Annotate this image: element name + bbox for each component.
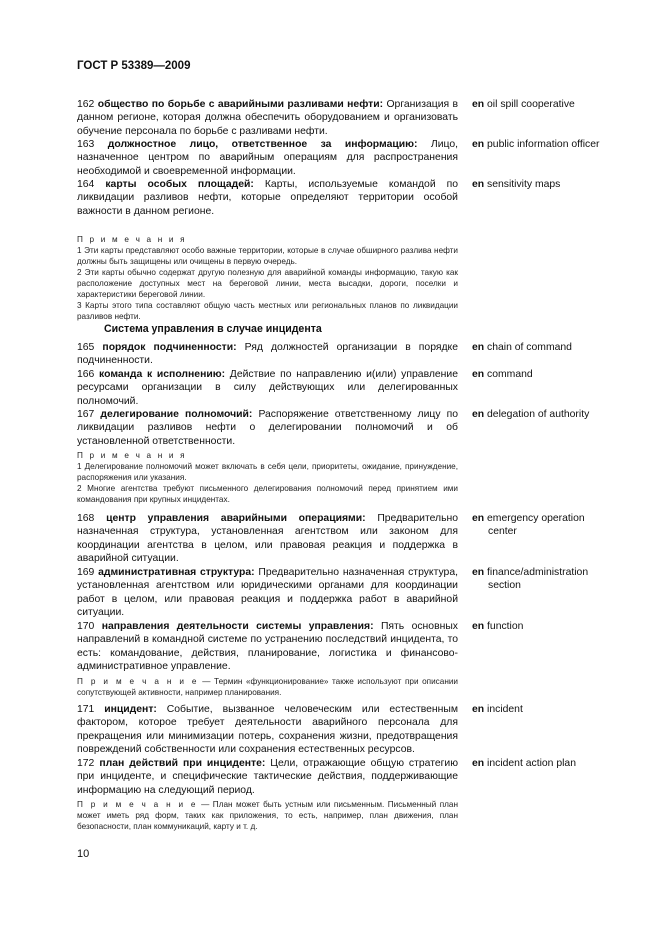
entry-term: делегирование полномочий: [100, 409, 253, 420]
entry-ru [77, 408, 458, 448]
en-label: en [472, 139, 485, 150]
term-entry-165 [77, 341, 572, 368]
entry-term: карты особых площадей: [105, 179, 254, 190]
entry-ru [77, 138, 458, 178]
entry-term: команда к исполнению: [99, 369, 226, 380]
entry-ru [77, 98, 458, 138]
en-label: en [472, 758, 485, 769]
note-item: 1 Эти карты представляют особо важные территории, которые в случае обширного разлива нефти должны быть защищены или очищены в первую очередь. [77, 246, 458, 266]
entry-definition: Пять основных направлений в командной системе по устранению последствий инцидента, то есть: командование, действия, планирование, логистика и финансово-административное управление. [77, 621, 458, 672]
entry-term: порядок подчиненности: [102, 342, 237, 353]
en-label: en [472, 704, 485, 715]
page-header: ГОСТ Р 53389—2009 [77, 60, 191, 72]
entry-definition: Распоряжение ответственному лицу по ликвидации разливов нефти о делегировании полномочий и об установленной ответственности. [77, 409, 459, 447]
en-term: public information officer [487, 139, 600, 150]
note-text [77, 676, 458, 698]
en-label: en [472, 342, 485, 353]
entry-definition: Лицо, назначенное центром по аварийным операциям для распространения необходимой и своевременной информации. [77, 139, 459, 177]
term-entry-167 [77, 408, 590, 448]
entry-definition: Организация в данном регионе, которая должна обеспечить оборудованием и организовать обучение персонала по борьбе с разливами нефти. [77, 99, 459, 137]
entry-number: 168 [77, 513, 95, 524]
note-heading: П р и м е ч а н и я [77, 235, 187, 244]
entry-term: центр управления аварийными операциями: [106, 513, 366, 524]
en-term: sensitivity maps [487, 179, 561, 190]
entry-number: 162 [77, 99, 95, 110]
en-label: en [472, 567, 485, 578]
entry-en [472, 138, 622, 151]
term-entry-171 [77, 703, 523, 756]
term-entry-172 [77, 757, 576, 797]
entry-en [472, 178, 622, 191]
term-entry-163 [77, 138, 600, 178]
section-title: Система управления в случае инцидента [104, 323, 322, 335]
entry-term: инцидент: [104, 704, 157, 715]
en-term: finance/administration [487, 567, 589, 578]
term-entry-164 [77, 178, 561, 218]
entry-ru [77, 341, 458, 368]
entry-number: 165 [77, 342, 95, 353]
entry-definition: Событие, вызванное человеческим или естественным фактором, которое требует деятельности аварийного персонала для прекращения или минимизации потерь, сохранения жизни, предотвращения повреждений собственности или сохранения естественных ресурсов. [77, 704, 459, 755]
entry-en [472, 98, 622, 111]
entry-en [472, 408, 622, 421]
entry-definition: Ряд должностей организации в порядке подчиненности. [77, 342, 459, 367]
entry-en [472, 512, 622, 539]
entry-ru [77, 703, 458, 756]
entry-definition: Цели, отражающие общую стратегию при инциденте, и специфические тактические действия, поддерживающие информацию на следующий период. [77, 758, 459, 796]
page-number: 10 [77, 848, 90, 860]
entry-term: общество по борьбе с аварийными разливами нефти: [97, 99, 384, 110]
en-term: emergency operation [487, 513, 585, 524]
en-term: chain of command [487, 342, 572, 353]
entry-ru [77, 757, 458, 797]
entry-term: должностное лицо, ответственное за информацию: [107, 139, 418, 150]
en-label: en [472, 513, 485, 524]
entry-en [472, 566, 622, 593]
term-entry-166 [77, 368, 533, 408]
en-term: function [487, 621, 524, 632]
en-label: en [472, 409, 485, 420]
entry-ru [77, 178, 458, 218]
entry-en [472, 341, 622, 354]
entry-number: 169 [77, 567, 95, 578]
term-entry-169 [77, 566, 589, 619]
entry-number: 167 [77, 409, 95, 420]
entry-number: 170 [77, 621, 95, 632]
note-body: — Термин «функционирование» также используют при описании сопутствующей активности, например планирования. [77, 677, 458, 697]
entry-number: 172 [77, 758, 95, 769]
note-item: 2 Эти карты обычно содержат другую полезную для аварийной команды информацию, такую как расположение доступных мест на береговой линии, места высадки, дороги, поселки и характеристики береговой линии. [77, 268, 458, 299]
entry-number: 163 [77, 139, 95, 150]
term-entry-170 [77, 620, 524, 673]
entry-number: 164 [77, 179, 95, 190]
entry-term: направления деятельности системы управления: [101, 621, 374, 632]
en-term: delegation of authority [487, 409, 590, 420]
en-label: en [472, 621, 485, 632]
en-term: incident [487, 704, 523, 715]
entry-ru [77, 566, 458, 619]
note-block-164 [77, 234, 458, 322]
entry-number: 171 [77, 704, 95, 715]
entry-en [472, 620, 622, 633]
term-entry-162 [77, 98, 575, 138]
entry-en [472, 703, 622, 716]
note-body: — План может быть устным или письменным. Письменный план может иметь ряд форм, таких как приложения, то есть, например, план движения, план безопасности, план коммуникаций, карту и т. д. [77, 800, 458, 831]
en-term-continuation: center [488, 526, 517, 538]
note-heading: П р и м е ч а н и я [77, 451, 187, 460]
term-entry-168 [77, 512, 585, 565]
entry-definition: Предварительно назначенная структура, установленная агентством или юридическими органами для координации работ в целом, или правовая реакция и поддержка работ в аварийной ситуации. [77, 567, 458, 618]
entry-en [472, 757, 622, 770]
note-block-170 [77, 676, 458, 698]
note-heading: П р и м е ч а н и е [77, 800, 198, 809]
note-heading: П р и м е ч а н и е [77, 677, 199, 686]
note-item: 1 Делегирование полномочий может включать в себя цели, приоритеты, ожидание, принуждение, распоряжения или указания. [77, 462, 458, 482]
note-text [77, 799, 458, 832]
note-block-167 [77, 450, 458, 505]
entry-definition: Карты, используемые командой по ликвидации разливов нефти, которые определяют территории особой важности в данном регионе. [77, 179, 459, 217]
entry-ru [77, 620, 458, 673]
note-item: 3 Карты этого типа составляют общую часть местных или региональных планов по ликвидации разливов нефти. [77, 301, 458, 321]
en-term: command [487, 369, 533, 380]
en-term: oil spill cooperative [487, 99, 575, 110]
en-label: en [472, 179, 485, 190]
en-term-continuation: section [488, 580, 521, 592]
note-block-172 [77, 799, 458, 832]
entry-definition: Действие по направлению и(или) управление ресурсами организации в силу действующих или делегированных полномочий. [77, 369, 459, 407]
entry-ru [77, 512, 458, 565]
en-label: en [472, 369, 485, 380]
entry-term: план действий при инциденте: [99, 758, 266, 769]
entry-en [472, 368, 622, 381]
en-label: en [472, 99, 485, 110]
entry-term: административная структура: [98, 567, 255, 578]
entry-number: 166 [77, 369, 95, 380]
entry-ru [77, 368, 458, 408]
en-term: incident action plan [487, 758, 576, 769]
note-item: 2 Многие агентства требуют письменного делегирования полномочий перед принятием ими командования при крупных инцидентах. [77, 484, 458, 504]
entry-definition: Предварительно назначенная структура, установленная агентством или законом для координации агентства в целом, или правовая реакция и поддержка в аварийной ситуации. [77, 513, 459, 564]
